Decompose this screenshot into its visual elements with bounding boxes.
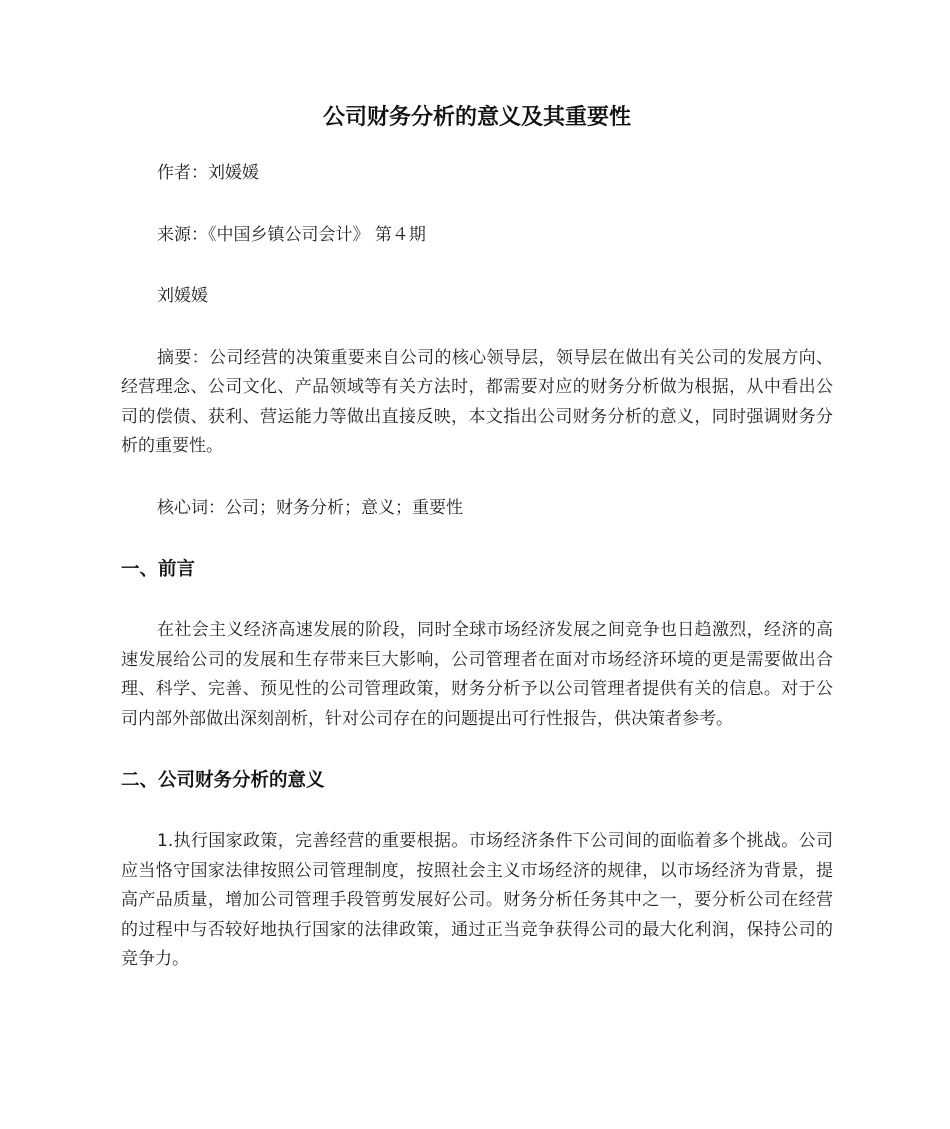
document-page — [121, 100, 833, 1007]
section-heading-preface: 一、前言 — [121, 559, 196, 580]
abstract-paragraph: 摘要：公司经营的决策重要来自公司的核心领导层，领导层在做出有关公司的发展方向、经营理念、公司文化、产品领域等有关方法时，都需要对应的财务分析做为根据，从中看出公司的偿债、获利、营运能力等做出直接反映，本文指出公司财务分析的意义，同时强调财务分析的重要性。 — [121, 347, 833, 456]
preface-paragraph: 在社会主义经济高速发展的阶段，同时全球市场经济发展之间竞争也日趋激烈，经济的高速发展给公司的发展和生存带来巨大影响，公司管理者在面对市场经济环境的更是需要做出合理、科学、完善、预见性的公司管理政策，财务分析予以公司管理者提供有关的信息。对于公司内部外部做出深刻剖析，针对公司存在的问题提出可行性报告，供决策者参考。 — [121, 620, 833, 729]
author-name: 刘媛媛 — [157, 286, 208, 306]
author-line: 作者：刘媛媛 — [157, 163, 259, 183]
significance-paragraph: 1.执行国家政策，完善经营的重要根据。市场经济条件下公司间的面临着多个挑战。公司应当恪守国家法律按照公司管理制度，按照社会主义市场经济的规律，以市场经济为背景，提高产品质量，增加公司管理手段管剪发展好公司。财务分析任务其中之一，要分析公司在经营的过程中与否较好地执行国家的法律政策，通过正当竞争获得公司的最大化利润，保持公司的竞争力。 — [121, 831, 833, 969]
source-line: 来源：《中国乡镇公司会计》 第４期 — [157, 224, 426, 245]
section-heading-significance: 二、公司财务分析的意义 — [121, 770, 325, 791]
keywords-line: 核心词：公司；财务分析；意义；重要性 — [157, 497, 463, 518]
document-title: 公司财务分析的意义及其重要性 — [322, 105, 631, 130]
